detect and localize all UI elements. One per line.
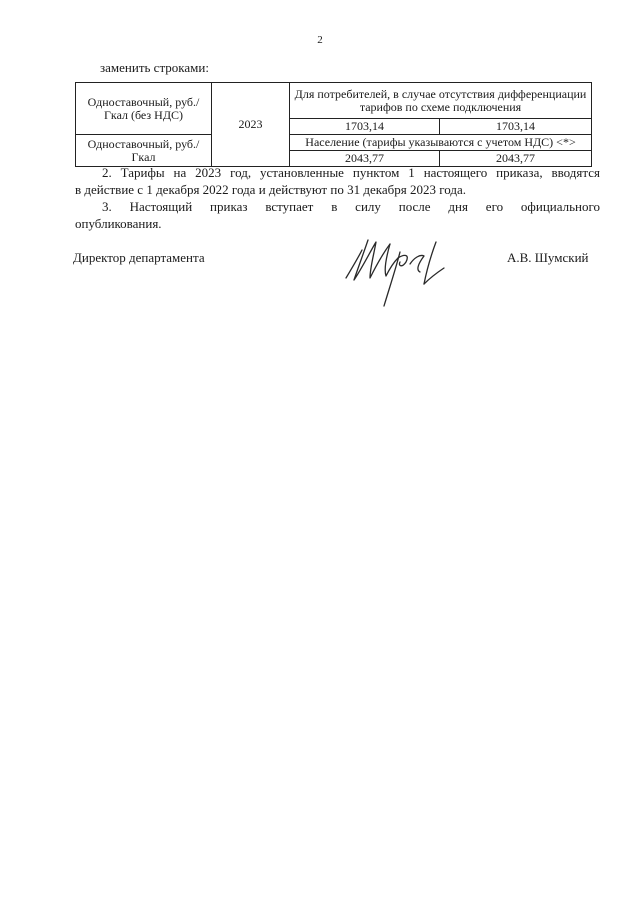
signer-name: А.В. Шумский xyxy=(507,250,589,265)
table-row xyxy=(76,135,592,151)
paragraph-line: в действие с 1 декабря 2022 года и действуют по 31 декабря 2023 года. xyxy=(75,182,466,197)
tariff-value-cell: 1703,14 xyxy=(290,119,440,135)
paragraph-3 xyxy=(75,198,600,232)
year-cell: 2023 xyxy=(212,83,290,167)
table-row xyxy=(76,83,592,119)
paragraph-line: 3. Настоящий приказ вступает в силу после дня его официального xyxy=(102,199,600,214)
signer-title: Директор департамента xyxy=(73,250,205,265)
paragraph-line: 2. Тарифы на 2023 год, установленные пунктом 1 настоящего приказа, вводятся xyxy=(102,165,600,180)
tariff-value-cell: 1703,14 xyxy=(440,119,592,135)
intro-text: заменить строками: xyxy=(100,60,209,75)
consumer-header-cell: Население (тарифы указываются с учетом НДС) <*> xyxy=(290,135,592,151)
tariff-table xyxy=(75,82,592,167)
page-number: 2 xyxy=(317,34,323,46)
paragraph-line: опубликования. xyxy=(75,216,162,231)
tariff-type-cell: Одноставочный, руб./Гкал xyxy=(76,135,212,167)
tariff-type-cell: Одноставочный, руб./Гкал (без НДС) xyxy=(76,83,212,135)
tariff-value-cell: 2043,77 xyxy=(440,151,592,167)
consumer-header-cell: Для потребителей, в случае отсутствия дифференциации тарифов по схеме подключения xyxy=(290,83,592,119)
tariff-value-cell: 2043,77 xyxy=(290,151,440,167)
handwritten-signature-icon xyxy=(340,228,470,318)
paragraph-2 xyxy=(75,164,600,198)
